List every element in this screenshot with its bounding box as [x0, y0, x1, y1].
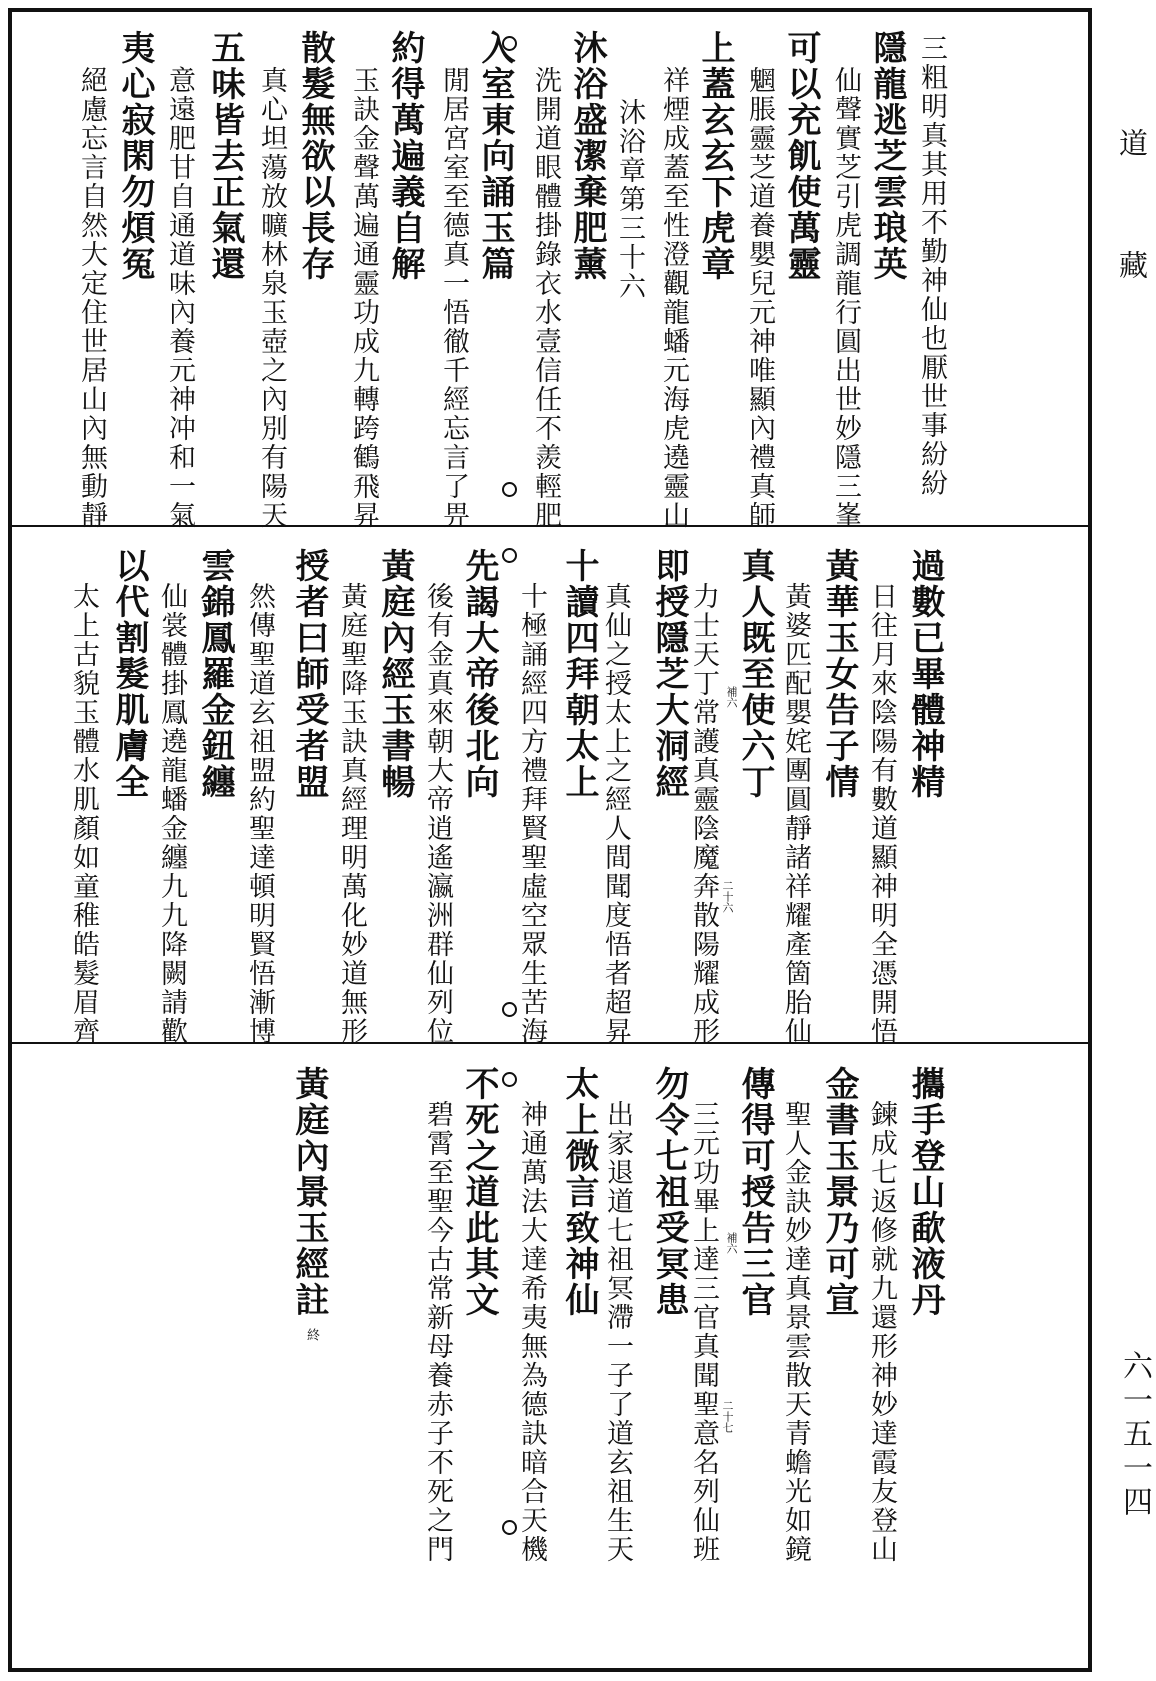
verse-column: 十讀四拜朝太上 [559, 548, 599, 800]
verse-column: 沐浴盛潔棄肥薰 [567, 30, 607, 282]
text-column: 三元功畢上達三官真聞聖意名列仙班 [688, 1100, 719, 1564]
text-column: 意遠肥甘自通道味內養元神冲和一氣 [164, 66, 195, 530]
text-column: 聖人金訣妙達真景雲散天青蟾光如鏡 [780, 1100, 811, 1564]
verse-column: 散髮無欲以長存 [295, 30, 335, 282]
verse-column: 五味皆去正氣還 [205, 30, 245, 282]
margin-note: 二十七 [721, 1400, 734, 1433]
text-column: 絕慮忘言自然大定住世居山內無動靜 [76, 66, 107, 530]
text-column: 真心坦蕩放曠林泉玉壺之內別有陽天 [256, 66, 287, 530]
verse-column: 夷心寂閑勿煩冤 [115, 30, 155, 282]
text-column: 出家退道七祖冥滯一子了道玄祖生天 [602, 1100, 633, 1564]
verse-column: 隱龍逃芝雲琅英 [867, 30, 907, 282]
verse-column: 雲錦鳳羅金鈕纏 [195, 548, 235, 800]
text-column: 魍脹靈芝道養嬰兒元神唯顯內禮真師 [744, 66, 775, 530]
verse-column: 過數已畢體神精 [905, 548, 945, 800]
collection-label-2 [1112, 250, 1153, 285]
verse-column: 不死之道此其文 [459, 1066, 499, 1318]
text-column: 黃庭聖降玉訣真經理明萬化妙道無形 [336, 582, 367, 1046]
collection-char: 道 [1115, 128, 1149, 163]
verse-column: 即授隱芝大洞經 [649, 548, 689, 800]
verse-column: 約得萬遍義自解 [385, 30, 425, 282]
text-column: 仙聲實芝引虎調龍行圓出世妙隱三峯 [830, 66, 861, 530]
verse-column: 太上微言致神仙 [559, 1066, 599, 1318]
text-column: 黃婆匹配嬰姹團圓靜諸祥耀產箇胎仙 [780, 582, 811, 1046]
verse-column: 授者曰師受者盟 [289, 548, 329, 800]
margin-note: 補六 [725, 686, 738, 708]
circle-mark [502, 36, 517, 51]
text-column: 後有金真來朝大帝逍遙瀛洲群仙列位 [422, 582, 453, 1046]
text-column: 真仙之授太上之經人間聞度悟者超昇 [600, 582, 631, 1046]
circle-mark [502, 1520, 517, 1535]
verse-column: 真人既至使六丁 [735, 548, 775, 800]
text-column: 仙裳體掛鳳遶龍蟠金纏九九降闕請歡 [156, 582, 187, 1046]
circle-mark [502, 1002, 517, 1017]
verse-column: 可以充飢使萬靈 [781, 30, 821, 282]
verse-column: 入室東向誦玉篇 [475, 30, 515, 282]
text-column: 十極誦經四方禮拜賢聖虛空眾生苦海 [516, 582, 547, 1046]
text-column: 然傳聖道玄祖盟約聖達頓明賢悟漸博 [244, 582, 275, 1046]
text-column: 神通萬法大達希夷無為德訣暗合天機 [516, 1100, 547, 1564]
margin-note: 二十六 [721, 880, 734, 913]
end-mark: 終 [304, 1328, 319, 1341]
text-column: 太上古貌玉體水肌顏如童稚皓髮眉齊 [68, 582, 99, 1046]
verse-column: 黃華玉女告子情 [819, 548, 859, 800]
circle-mark [502, 1072, 517, 1087]
verse-column: 攜手登山歃液丹 [905, 1066, 945, 1318]
verse-column: 金書玉景乃可宣 [819, 1066, 859, 1318]
page-number: 六一五一四 [1117, 1350, 1152, 1520]
collection-label [1112, 128, 1153, 163]
verse-column: 黃庭內經玉書暢 [375, 548, 415, 800]
verse-column: 勿令七祖受冥患 [649, 1066, 689, 1318]
text-column: 玉訣金聲萬遍通靈功成九轉跨鶴飛昇 [348, 66, 379, 530]
text-column: 洗開道眼體掛錄衣水壹信任不羨輕肥 [530, 66, 561, 530]
text-column: 碧霄至聖今古常新母養赤子不死之門 [422, 1100, 453, 1564]
verse-column: 先謁大帝後北向 [459, 548, 499, 800]
book-end-title: 黃庭內景玉經註 [289, 1066, 329, 1318]
collection-char: 藏 [1115, 250, 1149, 285]
text-column: 日往月來陰陽有數道顯神明全憑開悟 [866, 582, 897, 1046]
circle-mark [502, 482, 517, 497]
chapter-title: 沐浴章第三十六 [614, 98, 645, 301]
text-column: 力士天丁常護真靈陰魔奔散陽耀成形 [688, 582, 719, 1046]
verse-column: 傳得可授告三官 [735, 1066, 775, 1318]
text-column: 閒居宮室至德真一悟徹千經忘言了畀 [438, 66, 469, 530]
verse-column: 上蓋玄玄下虎章 [695, 30, 735, 282]
text-column: 鍊成七返修就九還形神妙達霞友登山 [866, 1100, 897, 1564]
text-column: 三粗明真其用不勤神仙也厭世事紛紛 [916, 34, 947, 498]
circle-mark [502, 548, 517, 563]
verse-column: 以代割髮肌膚全 [109, 548, 149, 800]
margin-note: 補六 [725, 1232, 738, 1254]
text-column: 祥煙成蓋至性澄觀龍蟠元海虎遶靈山 [658, 66, 689, 530]
